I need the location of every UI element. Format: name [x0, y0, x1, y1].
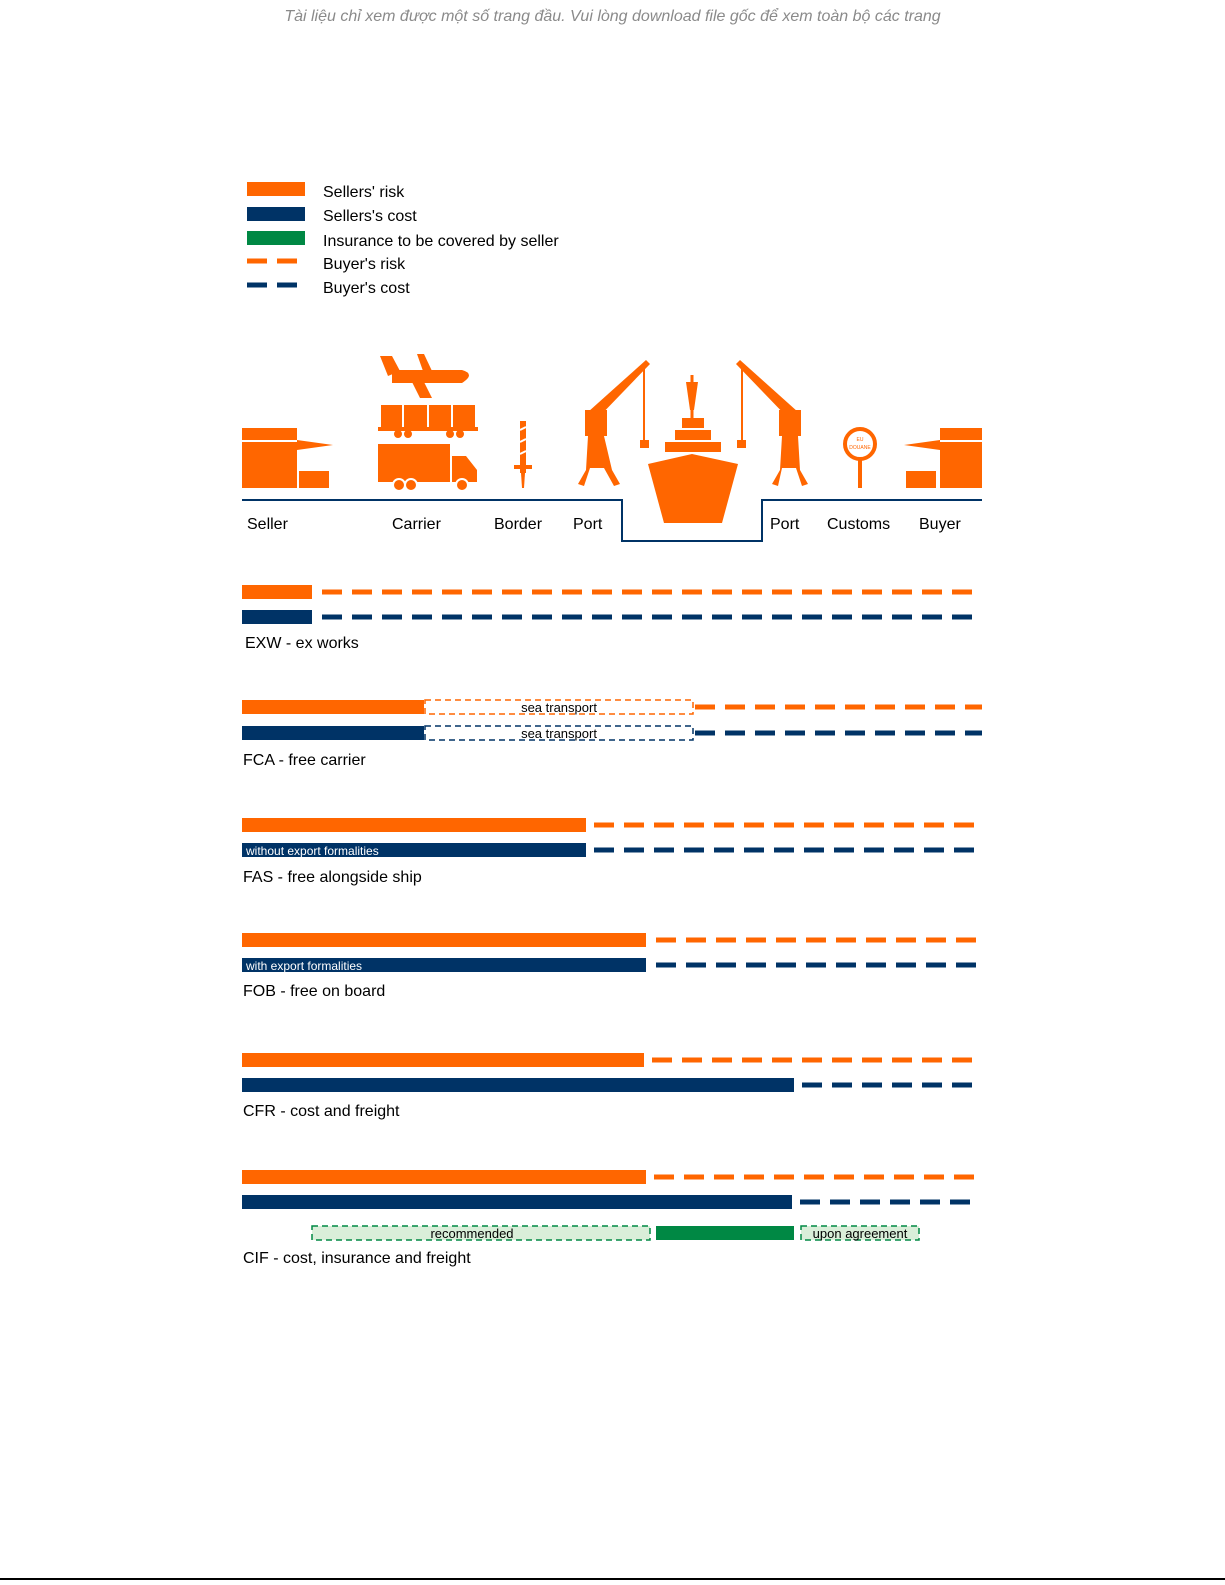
fca-seller-cost-bar — [242, 726, 424, 740]
ship-icon — [648, 375, 738, 523]
fob-seller-risk-bar — [242, 933, 646, 947]
rail-wagon-icon — [378, 405, 478, 438]
cfr-label: CFR - cost and freight — [243, 1103, 400, 1120]
fca-sea-transport-risk-label: sea transport — [521, 700, 597, 715]
cfr-seller-risk-bar — [242, 1053, 644, 1067]
svg-text:Sellers's cost: Sellers's cost — [323, 208, 417, 225]
page-bottom-rule — [0, 1578, 1225, 1580]
cif-insurance-recommended-label: recommended — [430, 1226, 514, 1241]
cfr-seller-cost-bar — [242, 1078, 794, 1092]
exw-seller-risk-bar — [242, 585, 312, 599]
cif-label: CIF - cost, insurance and freight — [243, 1250, 471, 1267]
exw-seller-cost-bar — [242, 610, 312, 624]
fob-label: FOB - free on board — [243, 983, 386, 1000]
station-buyer: Buyer — [919, 516, 961, 533]
preview-notice: Tài liệu chỉ xem được một số trang đầu. Vui lòng download file gốc để xem toàn bộ các trang — [284, 8, 941, 25]
fas-cost-note: without export formalities — [246, 844, 379, 858]
warehouse-buyer-icon — [904, 428, 982, 488]
svg-text:Buyer's risk: Buyer's risk — [323, 256, 406, 273]
term-cif — [242, 1170, 978, 1267]
svg-text:Sellers' risk: Sellers' risk — [323, 184, 405, 201]
station-carrier: Carrier — [392, 516, 441, 533]
crane-destination-icon — [736, 360, 808, 486]
truck-icon — [378, 444, 477, 491]
station-border: Border — [494, 516, 543, 533]
term-fca — [242, 700, 982, 769]
svg-text:Buyer's cost: Buyer's cost — [323, 280, 410, 297]
cif-seller-risk-bar — [242, 1170, 646, 1184]
border-barrier-icon — [514, 421, 532, 488]
legend-item-insurance — [247, 231, 559, 250]
customs-sign-icon — [845, 429, 875, 488]
svg-text:EU: EU — [856, 437, 864, 443]
legend-item-buyers-cost — [247, 280, 410, 297]
term-fob — [242, 933, 978, 1000]
term-fas — [242, 818, 976, 886]
term-exw — [242, 585, 976, 652]
airplane-icon — [380, 354, 469, 398]
fca-label: FCA - free carrier — [243, 752, 366, 769]
fca-sea-transport-cost-label: sea transport — [521, 726, 597, 741]
cif-insurance-bar — [656, 1226, 794, 1240]
term-cfr — [242, 1053, 976, 1120]
legend-item-sellers-cost — [247, 207, 417, 225]
station-port-origin: Port — [573, 516, 603, 533]
cif-insurance-agreement-label: upon agreement — [812, 1226, 908, 1241]
warehouse-seller-icon — [242, 428, 333, 488]
crane-origin-icon — [578, 360, 650, 486]
station-port-destination: Port — [770, 516, 800, 533]
fas-seller-risk-bar — [242, 818, 586, 832]
fca-seller-risk-bar — [242, 700, 424, 714]
station-customs: Customs — [827, 516, 891, 533]
legend — [247, 182, 559, 297]
fas-label: FAS - free alongside ship — [243, 869, 422, 886]
legend-item-buyers-risk — [247, 256, 406, 273]
svg-text:DOUANE: DOUANE — [849, 445, 871, 451]
svg-text:Insurance to be covered by sel: Insurance to be covered by seller — [323, 233, 559, 250]
fob-cost-note: with export formalities — [246, 959, 363, 973]
exw-label: EXW - ex works — [245, 635, 359, 652]
legend-item-sellers-risk — [247, 182, 405, 201]
cif-seller-cost-bar — [242, 1195, 792, 1209]
station-seller: Seller — [247, 516, 288, 533]
transport-illustration — [242, 354, 982, 541]
